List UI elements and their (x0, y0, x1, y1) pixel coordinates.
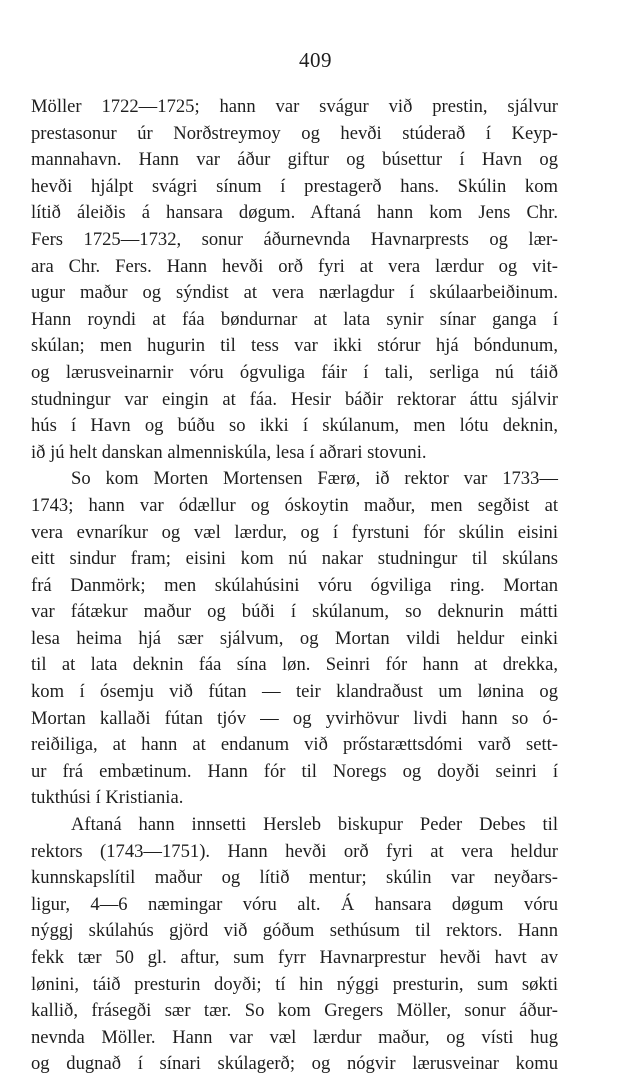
text-line: nevnda Möller. Hann var væl lærdur maður, og vísti hug (31, 1026, 558, 1048)
text-line: mannahavn. Hann var áður giftur og búsettur í Havn og (31, 149, 558, 171)
text-line: og lærusveinarnir vóru ógvuliga fáir í tali, serliga nú táið (31, 361, 558, 383)
text-line: So kom Morten Mortensen Færø, ið rektor var 1733— (71, 468, 558, 490)
text-line: frá Danmörk; men skúlahúsini vóru ógviliga ring. Mortan (31, 574, 558, 596)
text-line: var fátækur maður og búði í skúlanum, so deknurin mátti (31, 601, 558, 623)
text-line: skúlan; men hugurin til tess var ikki stórur hjá bóndunum, (31, 335, 558, 357)
text-line: Fers 1725—1732, sonur áðurnevnda Havnarprests og lær- (31, 228, 558, 250)
text-line: eitt sindur fram; eisini kom nú nakar studningur til skúlans (31, 548, 558, 570)
text-line: vera evnaríkur og væl lærdur, og í fyrstuni fór skúlin eisini (31, 521, 558, 543)
text-line: nýggj skúlahús gjörd við góðum sethúsum til rektors. Hann (31, 920, 558, 942)
body-text (31, 94, 558, 1078)
text-line: lønini, táið presturin doyði; tí hin nýggi presturin, sum søkti (31, 973, 558, 995)
text-line: 1743; hann var ódællur og óskoytin maður, men segðist at (31, 494, 558, 516)
text-line: prestasonur úr Norðstreymoy og hevði stúderað í Keyp- (31, 122, 558, 144)
text-line: kom í ósemju við fútan — teir klandraðust um lønina og (31, 681, 558, 703)
text-line: reiðiliga, at hann at endanum við prőstarættsdómi varð sett- (31, 734, 558, 756)
text-line: rektors (1743—1751). Hann hevði orð fyri at vera heldur (31, 840, 558, 862)
text-line: lítið áleiðis á hansara døgum. Aftaná hann kom Jens Chr. (31, 202, 558, 224)
text-line: ur frá embætinum. Hann fór til Noregs og doyði seinri í (31, 760, 558, 782)
text-line: fekk tær 50 gl. aftur, sum fyrr Havnarprestur hevði havt av (31, 947, 558, 968)
text-line: hús í Havn og búðu so ikki í skúlanum, men lótu deknin, (31, 415, 558, 437)
text-line: til at lata deknin fáa sína løn. Seinri fór hann at drekka, (31, 654, 558, 676)
text-line: tukthúsi í Kristiania. (31, 787, 184, 809)
text-line: Mortan kallaði fútan tjóv — og yvirhövur livdi hann so ó- (31, 707, 558, 729)
text-line: Aftaná hann innsetti Hersleb biskupur Peder Debes til (71, 814, 558, 836)
text-line: hevði hjálpt svágri sínum í prestagerð hans. Skúlin kom (31, 175, 558, 197)
text-line: lesa heima hjá sær sjálvum, og Mortan vildi heldur einki (31, 627, 558, 649)
text-line: ligur, 4—6 næmingar vóru alt. Á hansara døgum vóru (31, 893, 558, 915)
text-line: Hann royndi at fáa bøndurnar at lata synir sínar ganga í (31, 308, 558, 330)
text-line: studningur var eingin at fáa. Hesir báðir rektorar áttu sjálvir (31, 388, 558, 410)
page-number: 409 (299, 48, 332, 72)
text-line: kallið, frásegði sær tær. So kom Gregers Möller, sonur áður- (31, 1000, 558, 1022)
text-line: ið jú helt danskan almenniskúla, lesa í aðrari stovuni. (31, 441, 427, 463)
text-line: ara Chr. Fers. Hann hevði orð fyri at vera lærdur og vit- (31, 255, 558, 277)
text-line: ugur maður og sýndist at vera nærlagdur í skúlaarbeiðinum. (31, 282, 558, 304)
text-line: og dugnað í sínari skúlagerð; og nógvir lærusveinar komu (31, 1053, 558, 1075)
text-line: kunnskapslítil maður og lítið mentur; skúlin var neyðars- (31, 867, 558, 889)
text-line: Möller 1722—1725; hann var svágur við prestin, sjálvur (31, 96, 558, 117)
